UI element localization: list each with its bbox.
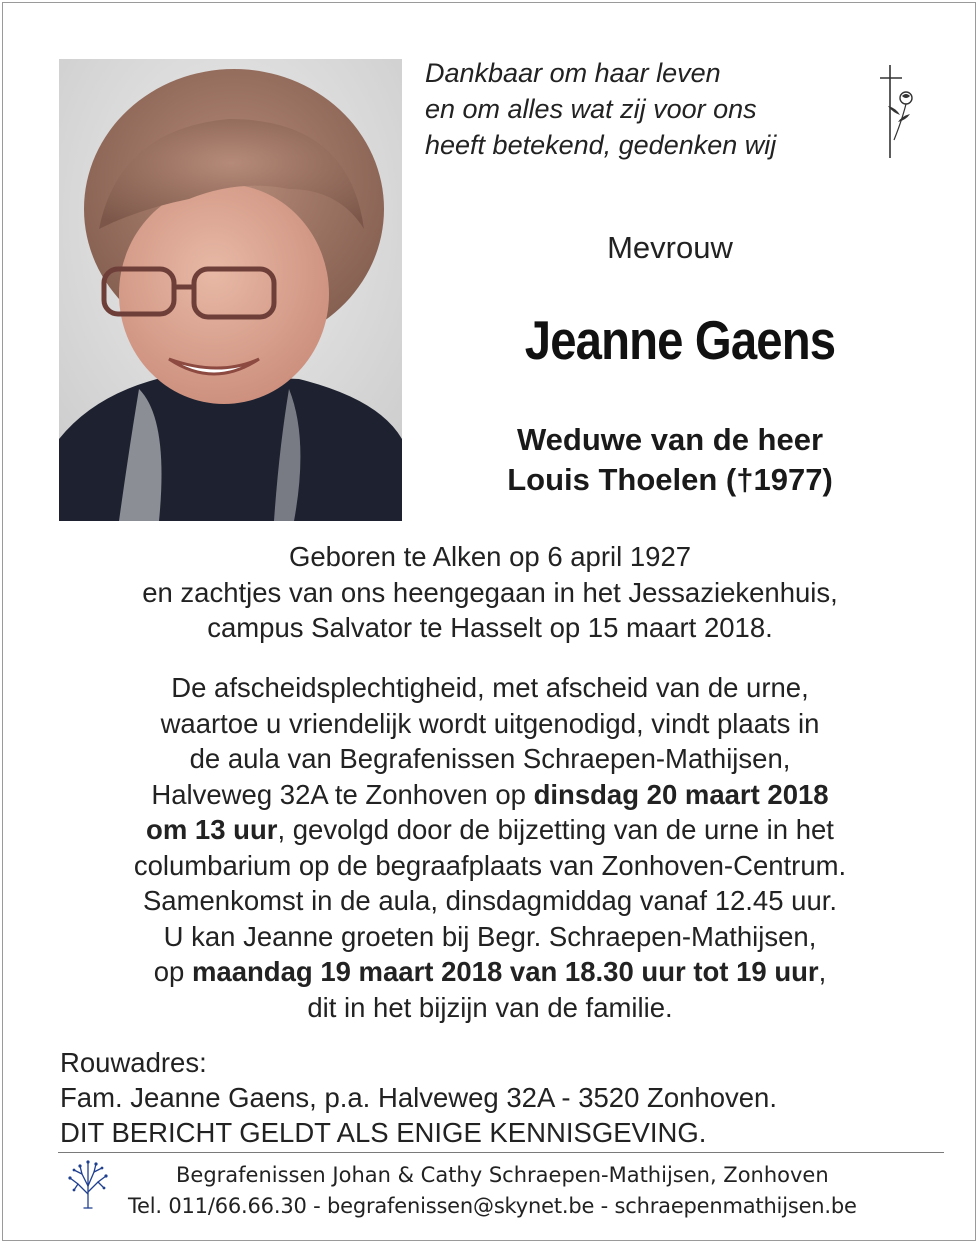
notice-line: DIT BERICHT GELDT ALS ENIGE KENNISGEVING.	[60, 1117, 707, 1148]
ceremony-line: columbarium op de begraafplaats van Zonhoven-Centrum.	[133, 849, 847, 881]
widow-line: Weduwe van de heer	[516, 422, 824, 457]
ceremony-time-bold: om 13 uur	[146, 814, 278, 845]
ceremony-line: Samenkomst in de aula, dinsdagmiddag vanaf 12.45 uur.	[142, 885, 838, 916]
address-label: Rouwadres:	[60, 1047, 207, 1078]
ceremony-text: , gevolgd door de bijzetting van de urne in het	[277, 814, 834, 845]
visitation-bold: maandag 19 maart 2018 van 18.30 uur tot 19 uur	[191, 956, 819, 987]
ceremony-paragraph	[30, 670, 950, 1025]
ceremony-text: op	[153, 956, 192, 987]
footer-divider	[58, 1152, 944, 1153]
ceremony-line	[30, 777, 950, 813]
ceremony-line: dit in het bijzijn van de familie.	[307, 991, 673, 1023]
funeral-home-contact: Tel. 011/66.66.30 - begrafenissen@skynet.be - schraepenmathijsen.be	[128, 1194, 857, 1218]
widow-text	[445, 420, 895, 500]
birth-line: campus Salvator te Hasselt op 15 maart 2018.	[207, 612, 773, 643]
ceremony-date-bold: dinsdag 20 maart 2018	[533, 778, 829, 810]
tree-logo-icon	[62, 1158, 114, 1210]
ceremony-text: Halveweg 32A te Zonhoven op	[151, 778, 534, 810]
portrait-photo	[59, 59, 402, 521]
funeral-home-footer	[128, 1160, 918, 1222]
intro-line: heeft betekend, gedenken wij	[425, 130, 777, 160]
ceremony-line	[30, 812, 950, 848]
ceremony-text: ,	[818, 956, 827, 987]
funeral-home-name: Begrafenissen Johan & Cathy Schraepen-Mathijsen, Zonhoven	[176, 1163, 829, 1187]
widow-line: Louis Thoelen (†1977)	[507, 462, 833, 497]
deceased-name: Jeanne Gaens	[524, 309, 836, 371]
birth-paragraph	[30, 539, 950, 646]
intro-line: Dankbaar om haar leven	[425, 58, 721, 88]
birth-line: en zachtjes van ons heengegaan in het Jessaziekenhuis,	[142, 576, 838, 608]
intro-line: en om alles wat zij voor ons	[425, 94, 757, 124]
ceremony-line: U kan Jeanne groeten bij Begr. Schraepen-Mathijsen,	[163, 920, 817, 952]
ceremony-line: waartoe u vriendelijk wordt uitgenodigd, vindt plaats in	[160, 707, 820, 739]
ceremony-line: de aula van Begrafenissen Schraepen-Mathijsen,	[189, 743, 791, 774]
title-honorific: Mevrouw	[607, 230, 733, 265]
ceremony-line: De afscheidsplechtigheid, met afscheid van de urne,	[171, 672, 809, 703]
cross-with-rose-icon	[872, 60, 922, 160]
mourning-address	[60, 1045, 940, 1150]
address-line: Fam. Jeanne Gaens, p.a. Halveweg 32A - 3520 Zonhoven.	[60, 1082, 777, 1113]
ceremony-line	[30, 954, 950, 990]
intro-text	[425, 55, 845, 163]
birth-line: Geboren te Alken op 6 april 1927	[288, 541, 692, 572]
